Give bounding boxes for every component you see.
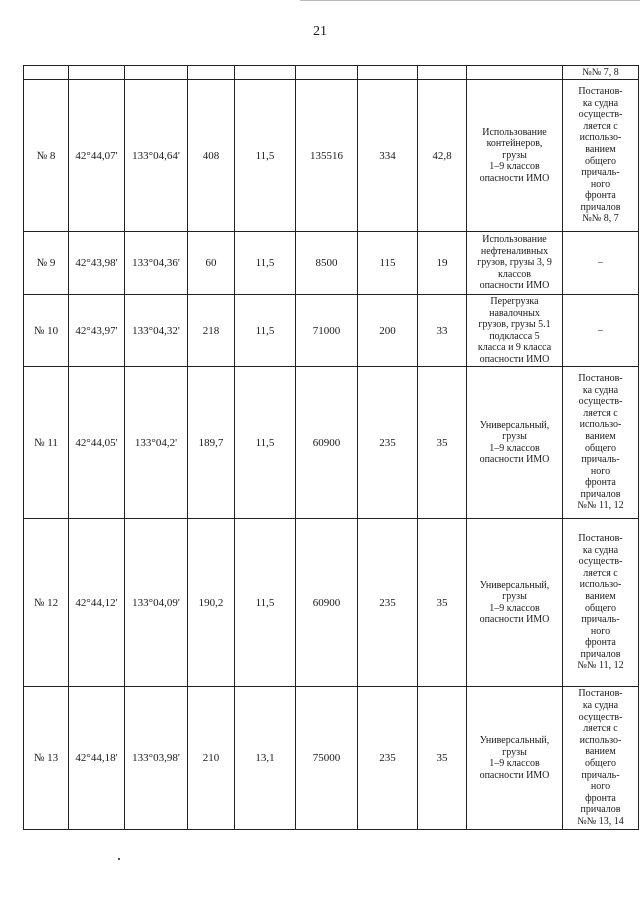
cargo-line: опасности ИМО [479,454,550,465]
berth-length-cell: 189,7 [188,367,235,519]
latitude-cell: 42°43,98' [69,232,125,295]
note-line: фронта [585,637,616,649]
cargo-line: опасности ИМО [479,172,550,184]
note-line: ванием [585,746,616,758]
latitude-cell: 42°44,12' [69,519,125,687]
area-cell: 8500 [296,232,358,295]
cargo-line: классов [498,268,531,280]
latitude-cell: 42°43,97' [69,295,125,367]
vessel-value-cell: 19 [418,232,467,295]
note-line: фронта [585,477,616,489]
table-row [24,687,639,830]
vessel-length-cell: 115 [358,232,418,295]
note-line: ляется с [583,567,618,579]
cargo-line: нефтеналивных [480,245,549,257]
depth-cell: 11,5 [235,519,296,687]
note-line: осуществ- [578,109,623,121]
note-line: ка судна [582,544,619,556]
berth-number-cell: № 9 [24,232,69,295]
depth-cell: 11,5 [235,232,296,295]
mooring-note-cell [563,232,639,295]
berth-length-cell: 408 [188,80,235,232]
cargo-line: грузы [502,591,527,602]
note-line: использо- [579,579,622,591]
note-line: ванием [585,590,616,602]
note-line: ляется с [583,723,618,735]
latitude-cell: 42°44,05' [69,367,125,519]
continuation-row [24,66,639,80]
depth-cell: 11,5 [235,295,296,367]
area-cell: 71000 [296,295,358,367]
latitude-cell: 42°44,18' [69,687,125,830]
longitude-cell: 133°04,64' [125,80,188,232]
note-line: Постанов- [578,532,623,544]
cargo-type-cell [467,687,563,830]
mooring-note-cell [563,367,639,519]
cargo-line: контейнеров, [486,138,543,150]
note-line: причалов [580,804,621,816]
vessel-value-cell: 42,8 [418,80,467,232]
cargo-line: грузы [502,149,527,161]
note-line: №№ 11, 12 [577,500,624,512]
note-line: – [598,324,603,336]
cargo-line: Универсальный, [479,419,550,431]
mooring-note-cell [563,687,639,830]
longitude-cell: 133°03,98' [125,687,188,830]
longitude-cell: 133°04,32' [125,295,188,367]
mooring-note-cell [563,519,639,687]
page-number: 21 [313,24,327,39]
note-line: ляется с [583,120,618,132]
depth-cell: 13,1 [235,687,296,830]
area-cell: 135516 [296,80,358,232]
vessel-value-cell: 35 [418,687,467,830]
cargo-type-cell [467,295,563,367]
note-line: осуществ- [578,711,623,723]
table-row [24,367,639,519]
note-line: Постанов- [578,688,623,700]
berth-length-cell: 210 [188,687,235,830]
longitude-cell: 133°04,2' [125,367,188,519]
cargo-line: 1–9 классов [489,161,540,173]
note-line: фронта [585,792,616,804]
note-line: фронта [585,190,616,202]
cargo-type-cell [467,367,563,519]
note-line: осуществ- [578,556,623,568]
berth-number-cell: № 8 [24,80,69,232]
note-line: ка судна [582,700,619,712]
cargo-line: опасности ИМО [479,280,550,292]
note-line: ванием [585,430,616,442]
cargo-line: 1–9 классов [489,602,540,614]
cargo-line: грузы [502,746,527,758]
cargo-line: Использование [482,234,547,246]
area-cell: 60900 [296,519,358,687]
cargo-line: навалочных [489,307,540,319]
area-cell: 60900 [296,367,358,519]
note-line: использо- [579,734,622,746]
note-line: №№ 11, 12 [577,660,624,672]
cargo-line: 1–9 классов [489,442,540,454]
note-line: причаль- [581,454,620,466]
note-line: ного [590,178,611,190]
note-line: №№ 8, 7 [582,213,619,225]
vessel-length-cell: 235 [358,519,418,687]
vessel-length-cell: 334 [358,80,418,232]
cargo-line: Универсальный, [479,579,550,591]
berth-number-cell: № 10 [24,295,69,367]
note-line: ного [590,465,611,477]
berth-length-cell: 60 [188,232,235,295]
cargo-line: грузов, грузы 3, 9 [477,257,552,269]
note-line: ного [590,781,611,793]
note-line: общего [584,758,617,769]
cargo-line: класса и 9 класса [477,342,552,353]
note-line: общего [584,155,617,167]
note-line: причаль- [581,769,620,781]
mooring-note-cell [563,80,639,232]
note-line: Постанов- [578,372,623,384]
berth-number-cell: № 13 [24,687,69,830]
note-line: ляется с [583,407,618,419]
vessel-value-cell: 33 [418,295,467,367]
berth-length-cell: 190,2 [188,519,235,687]
mooring-note-cell [563,295,639,367]
note-line: ного [590,625,611,637]
note-line: осуществ- [578,396,623,408]
note-line: причалов [580,648,621,660]
berth-number-cell: № 11 [24,367,69,519]
longitude-cell: 133°04,36' [125,232,188,295]
cargo-line: Перегрузка [490,296,539,307]
area-cell: 75000 [296,687,358,830]
cargo-type-cell [467,232,563,295]
berths-table [23,65,639,830]
cargo-type-cell [467,80,563,232]
depth-cell: 11,5 [235,80,296,232]
note-line: использо- [579,132,622,144]
note-line: ванием [585,143,616,155]
scan-top-edge-line [300,0,640,1]
berth-number-cell: № 12 [24,519,69,687]
latitude-cell: 42°44,07' [69,80,125,232]
longitude-cell: 133°04,09' [125,519,188,687]
vessel-length-cell: 235 [358,367,418,519]
note-line: ка судна [582,97,619,109]
continuation-note: №№ 7, 8 [563,66,639,80]
cargo-line: опасности ИМО [479,769,550,781]
cargo-line: опасности ИМО [479,353,550,365]
note-line: общего [584,442,617,454]
cargo-line: грузы [502,431,527,442]
cargo-line: подкласса 5 [489,330,540,342]
depth-cell: 11,5 [235,367,296,519]
note-line: общего [584,602,617,614]
note-line: – [598,257,603,269]
scan-mark [118,858,120,860]
note-line: причалов [580,488,621,500]
vessel-value-cell: 35 [418,519,467,687]
vessel-value-cell: 35 [418,367,467,519]
cargo-line: 1–9 классов [489,758,540,769]
table-row [24,519,639,687]
note-line: причаль- [581,614,620,626]
cargo-line: опасности ИМО [479,614,550,625]
berth-length-cell: 218 [188,295,235,367]
cargo-line: грузов, грузы 5.1 [478,319,551,330]
vessel-length-cell: 235 [358,687,418,830]
table-row [24,295,639,367]
table-row [24,232,639,295]
note-line: причалов [580,201,621,213]
note-line: ка судна [582,384,619,396]
cargo-type-cell [467,519,563,687]
vessel-length-cell: 200 [358,295,418,367]
note-line: причаль- [581,167,620,179]
table-row [24,80,639,232]
note-line: Постанов- [578,85,623,97]
note-line: использо- [579,419,622,431]
cargo-line: Использование [482,126,547,138]
cargo-line: Универсальный, [479,735,550,746]
note-line: №№ 13, 14 [577,815,624,827]
